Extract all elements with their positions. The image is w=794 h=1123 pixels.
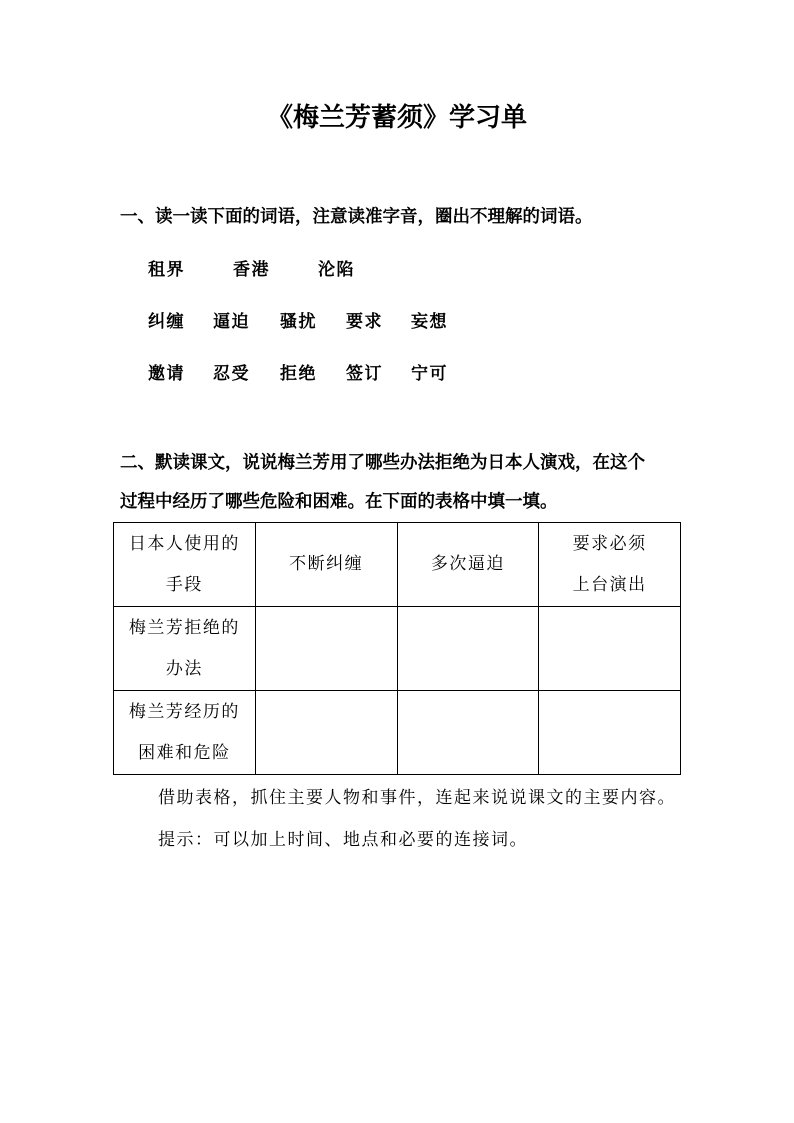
- vocab-word: 拒绝: [280, 364, 317, 384]
- table-cell-empty: [255, 691, 397, 775]
- cell-text: 多次逼迫: [430, 554, 505, 574]
- cell-text: 要求必须: [572, 533, 647, 554]
- row-header: [114, 523, 256, 607]
- table-row: [114, 691, 681, 775]
- vocab-word: 沦陷: [318, 260, 355, 280]
- table-row: [114, 523, 681, 607]
- vocab-word: 纠缠: [148, 312, 185, 332]
- table-cell-empty: [397, 691, 539, 775]
- table-cell-empty: [539, 607, 681, 691]
- cell-text: 不断纠缠: [289, 554, 364, 574]
- vocab-word: 逼迫: [213, 312, 250, 332]
- table-cell: [255, 523, 397, 607]
- row-header-line: 困难和危险: [138, 742, 231, 763]
- vocab-word: 骚扰: [280, 312, 317, 332]
- vocab-word: 要求: [346, 312, 383, 332]
- row-header-line: 梅兰芳经历的: [128, 701, 240, 722]
- page-title: 《梅兰芳蓄须》学习单: [266, 103, 527, 133]
- table-cell-empty: [539, 691, 681, 775]
- vocab-word: 邀请: [148, 364, 185, 384]
- vocab-word: 宁可: [411, 364, 448, 384]
- instruction-note: 借助表格，抓住主要人物和事件，连起来说说课文的主要内容。: [158, 788, 676, 808]
- vocab-word: 签订: [346, 364, 383, 384]
- row-header-line: 梅兰芳拒绝的: [128, 617, 240, 638]
- section2-heading-line1: 二、默读课文，说说梅兰芳用了哪些办法拒绝为日本人演戏，在这个: [120, 453, 645, 473]
- row-header-line: 日本人使用的: [128, 533, 240, 554]
- row-header: [114, 607, 256, 691]
- vocab-word: 忍受: [213, 364, 250, 384]
- row-header: [114, 691, 256, 775]
- table-row: [114, 607, 681, 691]
- table-cell-empty: [255, 607, 397, 691]
- table-cell: [397, 523, 539, 607]
- vocab-word: 妄想: [411, 312, 448, 332]
- table-cell-empty: [397, 607, 539, 691]
- section1-heading: 一、读一读下面的词语，注意读准字音，圈出不理解的词语。: [120, 207, 593, 227]
- section2-heading-line2: 过程中经历了哪些危险和困难。在下面的表格中填一填。: [120, 492, 558, 512]
- table-cell: [539, 523, 681, 607]
- worksheet-table: [113, 522, 681, 775]
- hint-note: 提示：可以加上时间、地点和必要的连接词。: [158, 830, 528, 850]
- row-header-line: 手段: [165, 574, 203, 595]
- vocab-word: 香港: [233, 260, 270, 280]
- row-header-line: 办法: [165, 658, 203, 679]
- vocab-word: 租界: [148, 260, 185, 280]
- cell-text: 上台演出: [572, 574, 647, 595]
